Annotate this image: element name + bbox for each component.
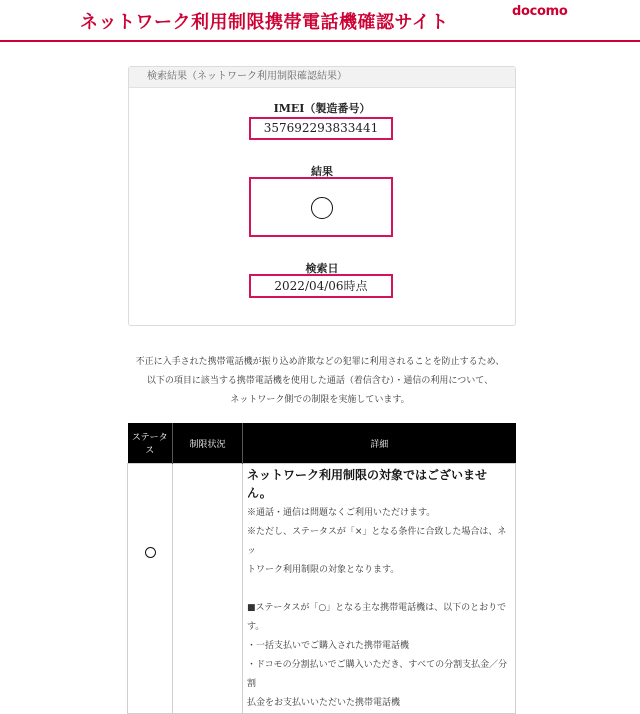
- imei-value-box: [249, 117, 393, 140]
- result-label: 結果: [311, 165, 333, 178]
- restriction-cell: [173, 464, 243, 714]
- column-header-restriction: 制限状況: [173, 423, 243, 464]
- detail-line: ※ただし、ステータスが「×」となる条件に合致した場合は、ネッ: [247, 527, 507, 556]
- search-date-value: 2022/04/06時点: [274, 279, 368, 293]
- detail-line: ・一括支払いでご購入された携帯電話機: [247, 641, 410, 651]
- detail-line: [247, 580, 511, 599]
- docomo-logo[interactable]: docomo: [512, 4, 568, 19]
- table-header-row: [128, 423, 516, 464]
- detail-line: ※通話・通信は問題なくご利用いただけます。: [247, 508, 436, 518]
- column-header-detail: 詳細: [243, 423, 516, 464]
- notice-line: 以下の項目に該当する携帯電話機を使用した通話（着信含む）・通信の利用について、: [146, 376, 494, 386]
- detail-line: す。: [247, 622, 265, 632]
- table-row: [128, 464, 516, 714]
- detail-line: ・ドコモの分割払いでご購入いただき、すべての分割支払金／分割: [247, 660, 508, 689]
- imei-value: 357692293833441: [263, 121, 379, 135]
- detail-cell: [243, 464, 516, 714]
- panel-title: 検索結果（ネットワーク利用制限確認結果）: [129, 67, 515, 88]
- detail-heading: ネットワーク利用制限の対象ではございません。: [247, 468, 488, 500]
- restriction-notice: [0, 353, 640, 410]
- status-ok-circle-icon: [311, 197, 333, 219]
- notice-line: ネットワーク側での制限を実施しています。: [230, 395, 410, 405]
- search-date-box: [249, 274, 393, 298]
- notice-line: 不正に入手された携帯電話機が振り込め詐欺などの犯罪に利用されることを防止するため、: [135, 357, 505, 367]
- column-header-status: ステータス: [128, 423, 173, 464]
- detail-line: トワーク利用制限の対象となります。: [247, 565, 400, 575]
- status-ok-circle-icon: [145, 547, 156, 558]
- search-result-panel: [128, 66, 516, 326]
- result-value-box: [249, 177, 393, 237]
- imei-label: IMEI（製造番号）: [273, 102, 371, 115]
- status-table: [127, 423, 516, 714]
- site-header: [0, 0, 640, 42]
- detail-line: ■ステータスが「○」となる主な携帯電話機は、以下のとおりで: [247, 603, 507, 613]
- page-title: ネットワーク利用制限携帯電話機確認サイト: [80, 12, 449, 33]
- status-cell: [128, 464, 173, 714]
- detail-line: 払金をお支払いいただいた携帯電話機: [247, 698, 401, 708]
- search-date-label: 検索日: [305, 262, 339, 275]
